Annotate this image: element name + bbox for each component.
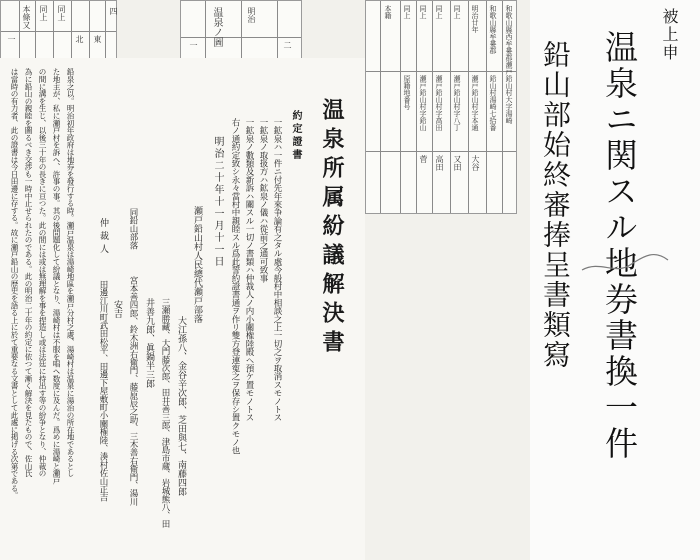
commentary-line: は當時の有力者、此の證書は今日田邊に存する。故に瀬戸鉛山の歴史を語る上に於て重要なる文書として此處に掲げる次第である。 [10,68,19,499]
register-header: 和歌山縣牟婁郡 [489,5,497,54]
commentary-line: の間に溝を生じ、以後三十年の長きに亘つた。此の間には或は無理解を事を捏造し或は法廷に持出す等の紛争となり、仲裁の [38,68,47,477]
ledger-cell: 同上 [57,5,66,21]
article-3: 一鉱泉ノ數類及新訴ハ關スル一切ノ書類ハ仲裁人ノ内小關権陸殿ヘ預ケ置モノトス [244,118,254,422]
cover-line-2: 鉛山部始終審捧呈書類寫 [539,40,572,370]
ledger-cell: 二 [283,41,292,49]
ledger-strip-left [0,0,117,60]
ledger-cell: 東 [93,35,102,43]
printed-document [0,58,365,560]
commentary-line: 鉛泉之以。明治初年政府は地券を發行する時。瀬戸温泉は湯崎地區を瀬戸分村之處、湯崎村は温泉に湯治の所在地であるとし [66,68,75,477]
stain-mark [580,230,670,300]
register-name: 高田 [435,155,444,171]
ledger-cell: 北 [75,35,84,43]
mediator-sub: 安吉 [112,300,122,318]
commentary-line: た地主が、私に瀬戸村を訴へ、許事の事。其の後問題化して紛議となり、湯崎村は不服を唱へ数度に及んだ。爲めに湯崎と瀬戸 [52,68,61,485]
mediators: 田邊江川町武田松平、田邊下屋敷町小關権陸、湊村佐山正吉 [98,280,108,502]
register-cell: 瀬戸鉛山村字鉛山 [419,75,427,131]
register-cell: 和歌山縣西牟婁郡瀬戸鉛山村大字湯崎 [505,5,513,124]
commentary-line: 為に鉛山の親睦を圖るべき交渉も一時中止せられたのである。此の明治二十年の約定に依つて漸く解決を見たもので、佐山氏 [24,68,33,477]
party-row: 三瀬勝藏、大門藤次郎、田井善三郎、津島市蔵、岩城熊八、田 [160,298,170,528]
register-name: 大谷 [471,155,480,171]
register-cell: 瀬戸鉛山村字八丁 [453,75,461,131]
cover-line-1: 温泉ニ関スル地券書換一件 [600,30,639,462]
ledger-cell: 一 [189,41,198,49]
party-row: 井善九郎、眞鍋半三郎 [144,298,154,388]
register-header: 同上 [453,5,461,19]
register-cell: 瀬戸鉛山村字高田 [435,75,443,131]
cover-top-label: 被上申 [660,8,679,62]
ledger-cell: 一 [7,35,16,43]
ledger-heading: 温泉ノ圖 [211,7,222,47]
section-heading: 約定證書 [290,110,301,162]
mediator-label: 仲裁人 [98,218,108,257]
register-cell: 鉛山村湯崎七拾番 [489,75,497,131]
article-2: 一鉱泉ノ取扱方ハ鉱泉ノ儀ハ從前之通可致事 [258,118,268,283]
register-header: 明治廿年 [471,5,479,33]
register-header: 本籍 [384,5,392,19]
party-row: 宮本善四郎、鈴木洲右衛門、藤原辰之助、三木善右衛門、湯川 [128,276,138,506]
handwritten-cover [530,0,700,560]
date: 明治二十年十一月十一日 [212,136,223,268]
ledger-heading: 明治 [247,7,256,23]
register-cell: 原籍地番号 [403,75,411,110]
ledger-cell: 本條又 [22,5,31,29]
article-1: 一鉱泉ハ一件ニ付先年來争論有之タル處今般村中相談之上一切之ヲ取消スモノトス [272,118,282,422]
party-row: 大江孫八、金谷辛次郎、芝田與七、南藤四郎 [176,316,186,496]
register-name: 又田 [453,155,462,171]
register-header: 同上 [419,5,427,19]
register-cell: 瀬戸鉛山村字本通 [471,75,479,131]
ledger-strip-middle [180,0,302,60]
ledger-cell: 同上 [39,5,48,21]
register-header: 同上 [403,5,411,19]
register-ledger [365,0,517,214]
village-label: 同鉛山部落 [128,208,138,250]
ledger-cell: 四 [109,7,118,15]
article-4: 右ノ通約定致シ永々當村中親睦スル爲此誓約證書通ヲ作リ雙方登連寃之ヲ保存シ置クモノ也 [230,118,240,455]
register-header: 同上 [435,5,443,19]
page-title: 温泉所属紛議解決書 [319,98,345,359]
party-label: 瀬戸鉛山村人民總代瀬戸部落 [192,206,202,323]
register-name: 菅 [419,155,428,163]
